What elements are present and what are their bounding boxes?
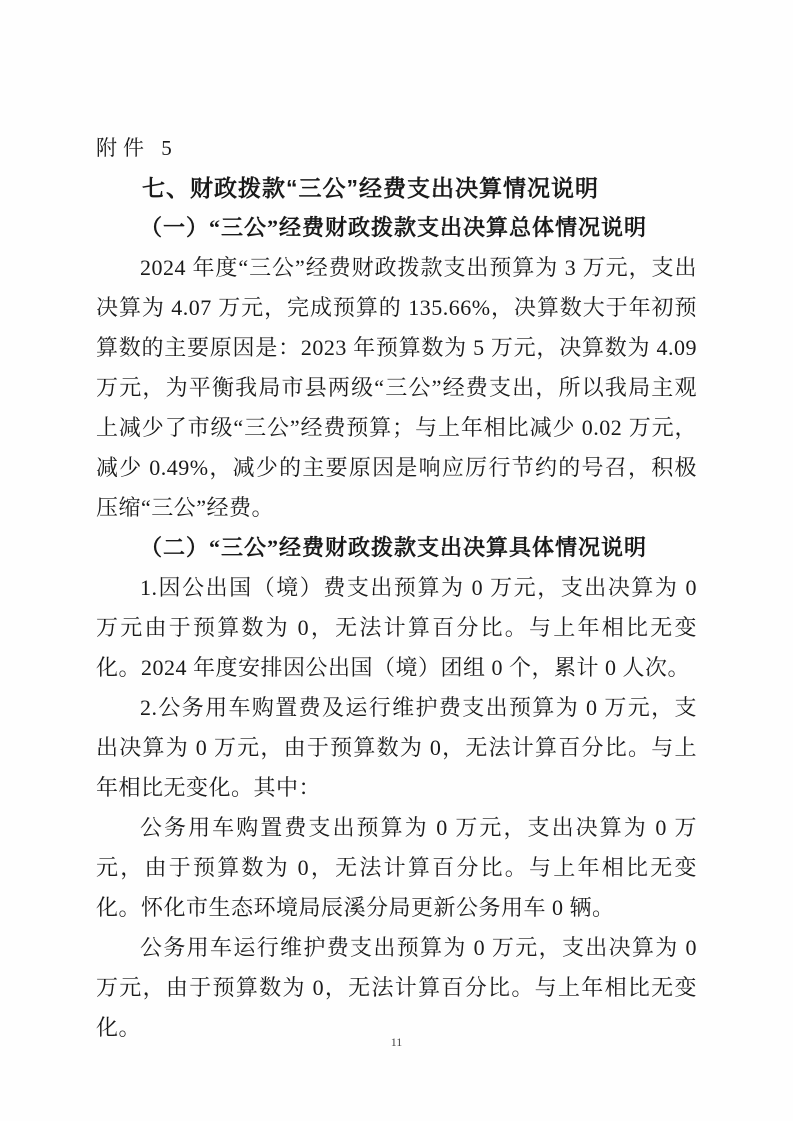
section-2-paragraph-2: 2.公务用车购置费及运行维护费支出预算为 0 万元，支出决算为 0 万元，由于预算数为 0，无法计算百分比。与上年相比无变化。其中： — [96, 695, 697, 800]
attachment-label: 附件 5 — [96, 136, 178, 160]
document-title: 七、财政拨款“三公”经费支出决算情况说明 — [142, 175, 599, 201]
page-number: 11 — [390, 1035, 403, 1049]
section-2-paragraph-4: 公务用车运行维护费支出预算为 0 万元，支出决算为 0 万元，由于预算数为 0，无法计算百分比。与上年相比无变化。 — [96, 935, 697, 1040]
section-1-heading: （一）“三公”经费财政拨款支出决算总体情况说明 — [140, 215, 648, 240]
section-1-paragraph-1: 2024 年度“三公”经费财政拨款支出预算为 3 万元，支出决算为 4.07 万元，完成预算的 135.66%，决算数大于年初预算数的主要原因是：2023 年预算数为 5 万元，决算数为 4.09 万元，为平衡我局市县两级“三公”经费支出，所以我局主观上减少了市级“三公”经费预算；与上年相比减少 0.02 万元，减少 0.49%，减少的主要原因是响应厉行节约的号召，积极压缩“三公”经费。 — [96, 255, 697, 520]
section-2-paragraph-1: 1.因公出国（境）费支出预算为 0 万元，支出决算为 0 万元由于预算数为 0，无法计算百分比。与上年相比无变化。2024 年度安排因公出国（境）团组 0 个，累计 0 人次。 — [96, 575, 697, 680]
section-2-paragraph-3: 公务用车购置费支出预算为 0 万元，支出决算为 0 万元，由于预算数为 0，无法计算百分比。与上年相比无变化。怀化市生态环境局辰溪分局更新公务用车 0 辆。 — [96, 815, 697, 920]
section-2-heading: （二）“三公”经费财政拨款支出决算具体情况说明 — [140, 535, 648, 560]
